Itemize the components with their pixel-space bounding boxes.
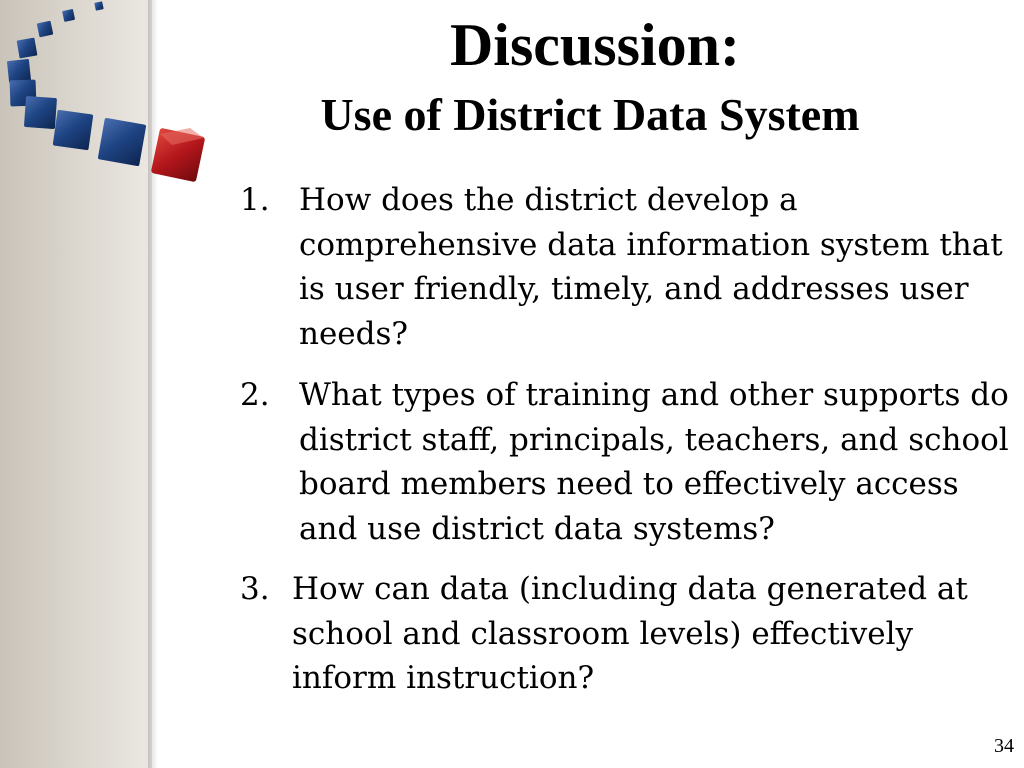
question-item	[240, 373, 1015, 551]
question-number: 3.	[240, 571, 270, 607]
question-item	[240, 567, 1015, 701]
question-text: How can data (including data generated at school and classroom levels) effectively inform instruction?	[292, 571, 968, 696]
question-item	[240, 178, 1015, 356]
question-text: What types of training and other supports do district staff, principals, teachers, and school board members need to effectively access and use district data systems?	[299, 377, 1009, 547]
question-number: 2.	[240, 377, 270, 413]
slide-title: Discussion:	[449, 12, 741, 78]
question-number: 1.	[240, 182, 270, 218]
discussion-questions	[240, 178, 1015, 718]
slide-subtitle: Use of District Data System	[320, 89, 860, 140]
page-number: 34	[994, 735, 1014, 757]
question-text: How does the district develop a comprehensive data information system that is user friendly, timely, and addresses user needs?	[299, 182, 1003, 352]
blue-cube-arc-icon	[7, 1, 146, 166]
